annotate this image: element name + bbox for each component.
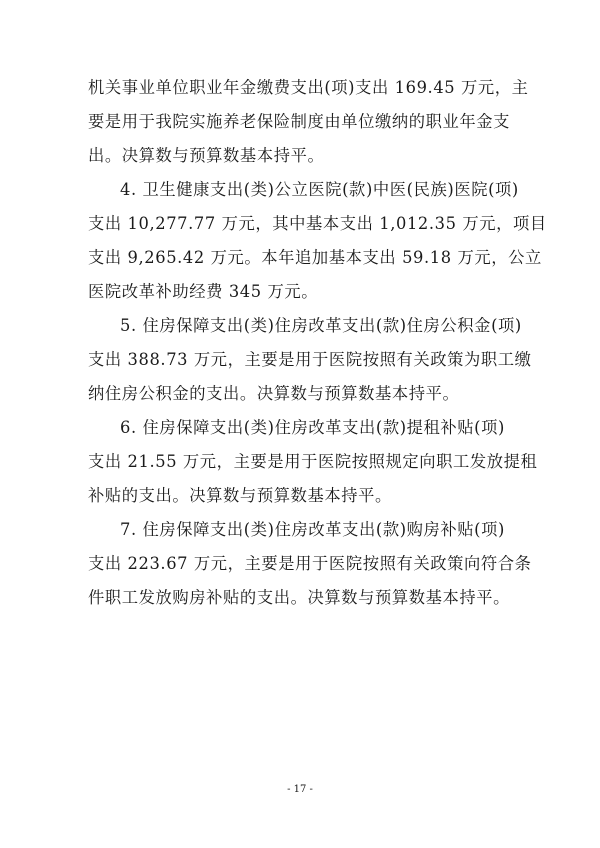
paragraph-line: 件职工发放购房补贴的支出。决算数与预算数基本持平。: [88, 588, 511, 607]
paragraph-line: 出。决算数与预算数基本持平。: [88, 146, 325, 165]
section-heading-line: 7. 住房保障支出(类)住房改革支出(款)购房补贴(项): [120, 520, 505, 539]
paragraph-line: 支出 10,277.77 万元，其中基本支出 1,012.35 万元，项目: [88, 214, 547, 233]
page-number: - 17 -: [287, 784, 313, 795]
paragraph-line: 要是用于我院实施养老保险制度由单位缴纳的职业年金支: [88, 112, 511, 131]
section-heading-line: 5. 住房保障支出(类)住房改革支出(款)住房公积金(项): [120, 316, 522, 335]
paragraph-line: 补贴的支出。决算数与预算数基本持平。: [88, 486, 392, 505]
section-heading-line: 6. 住房保障支出(类)住房改革支出(款)提租补贴(项): [120, 418, 505, 437]
paragraph-line: 支出 9,265.42 万元。本年追加基本支出 59.18 万元，公立: [88, 248, 542, 267]
paragraph-line: 支出 388.73 万元，主要是用于医院按照有关政策为职工缴: [88, 350, 532, 369]
section-heading-line: 4. 卫生健康支出(类)公立医院(款)中医(民族)医院(项): [120, 180, 519, 199]
paragraph-line: 支出 223.67 万元，主要是用于医院按照有关政策向符合条: [88, 554, 532, 573]
paragraph-line: 支出 21.55 万元，主要是用于医院按照规定向职工发放提租: [88, 452, 538, 471]
paragraph-line: 机关事业单位职业年金缴费支出(项)支出 169.45 万元，主: [88, 78, 529, 97]
paragraph-line: 医院改革补助经费 345 万元。: [88, 282, 319, 301]
paragraph-line: 纳住房公积金的支出。决算数与预算数基本持平。: [88, 384, 460, 403]
